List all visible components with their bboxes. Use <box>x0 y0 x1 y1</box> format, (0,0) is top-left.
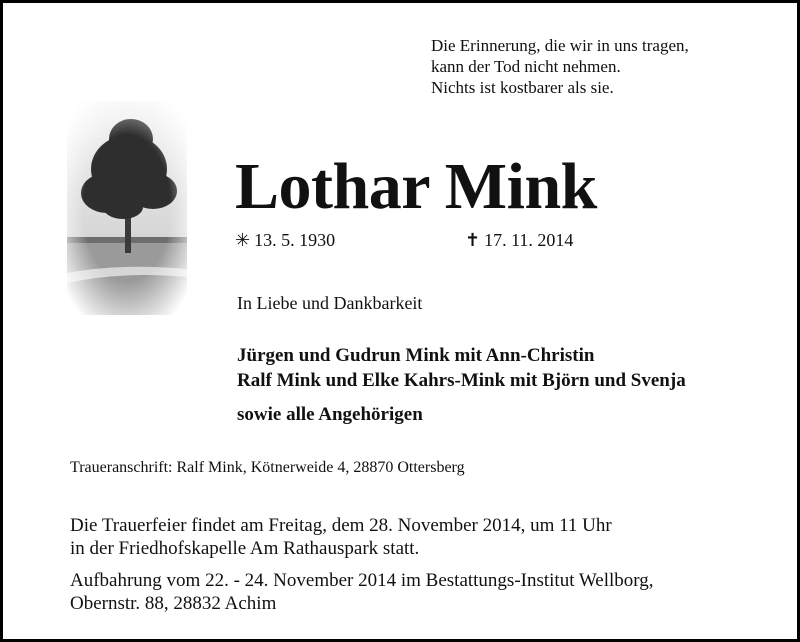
service-line-1: Die Trauerfeier findet am Freitag, dem 28. November 2014, um 11 Uhr <box>70 515 612 536</box>
quote-line-1: Die Erinnerung, die wir in uns tragen, <box>431 36 689 55</box>
birth-date-line <box>235 230 335 251</box>
mourners-line-2: Ralf Mink und Elke Kahrs-Mink mit Björn und Svenja <box>237 370 686 391</box>
quote-line-3: Nichts ist kostbarer als sie. <box>431 78 614 97</box>
viewing-line-2: Obernstr. 88, 28832 Achim <box>70 593 277 614</box>
quote-line-2: kann der Tod nicht nehmen. <box>431 57 621 76</box>
death-cross-icon: ✝ <box>465 230 481 250</box>
funeral-service-info <box>70 514 612 560</box>
mourning-address: Traueranschrift: Ralf Mink, Kötnerweide 4, 28870 Ottersberg <box>70 459 465 476</box>
dedication-text: In Liebe und Dankbarkeit <box>237 293 423 313</box>
viewing-line-1: Aufbahrung vom 22. - 24. November 2014 im Bestattungs-Institut Wellborg, <box>70 570 654 591</box>
photo-vignette <box>61 97 193 319</box>
birth-date: 13. 5. 1930 <box>254 230 336 250</box>
death-date-line <box>465 230 573 251</box>
death-date: 17. 11. 2014 <box>484 230 574 250</box>
mourners-relatives: sowie alle Angehörigen <box>237 404 423 425</box>
mourners-list <box>237 343 686 393</box>
mourners-line-1: Jürgen und Gudrun Mink mit Ann-Christin <box>237 345 595 366</box>
birth-star-icon: ✳ <box>235 230 251 250</box>
tree-photo <box>61 97 193 319</box>
service-line-2: in der Friedhofskapelle Am Rathauspark statt. <box>70 538 420 559</box>
memorial-quote <box>431 35 689 98</box>
deceased-name: Lothar Mink <box>235 150 597 223</box>
viewing-info <box>70 569 654 615</box>
